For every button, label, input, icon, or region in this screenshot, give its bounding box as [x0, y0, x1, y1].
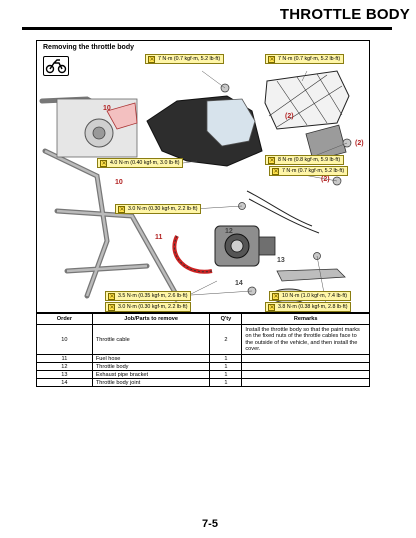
- page-number: 7-5: [202, 518, 218, 530]
- order-cell: 13: [37, 371, 93, 379]
- part-cell: Throttle body joint: [92, 379, 210, 387]
- column-header: Job/Parts to remove: [92, 314, 210, 325]
- qty-cell: 1: [210, 363, 242, 371]
- qty-cell: 1: [210, 371, 242, 379]
- order-cell: 14: [37, 379, 93, 387]
- table-row: [37, 371, 370, 379]
- table-row: [37, 379, 370, 387]
- qty-cell: 1: [210, 355, 242, 363]
- torque-wrench-icon: [148, 56, 155, 63]
- column-header: Remarks: [242, 314, 370, 325]
- remarks-cell: [242, 379, 370, 387]
- torque-wrench-icon: [268, 157, 275, 164]
- quantity-callout: (2): [285, 113, 294, 120]
- torque-label: ✕ 3.8 N·m (0.38 kgf·m, 2.8 lb·ft): [265, 302, 351, 312]
- torque-label: ✕ 3.5 N·m (0.35 kgf·m, 2.6 lb·ft): [105, 291, 191, 301]
- torque-wrench-icon: [268, 56, 275, 63]
- diagram-title: Removing the throttle body: [43, 44, 134, 51]
- torque-label: ✕ 8 N·m (0.8 kgf·m, 5.9 lb·ft): [265, 155, 344, 165]
- callout-number: 12: [225, 228, 233, 235]
- remarks-cell: [242, 355, 370, 363]
- torque-wrench-icon: [272, 168, 279, 175]
- torque-wrench-icon: [272, 293, 279, 300]
- torque-label: ✕ 10 N·m (1.0 kgf·m, 7.4 lb·ft): [269, 291, 351, 301]
- torque-wrench-icon: [108, 304, 115, 311]
- table-row: [37, 355, 370, 363]
- exploded-diagram: [36, 40, 370, 313]
- torque-label: ✕ 3.0 N·m (0.30 kgf·m, 2.2 lb·ft): [105, 302, 191, 312]
- part-cell: Fuel hose: [92, 355, 210, 363]
- torque-label: ✕ 3.0 N·m (0.30 kgf·m, 2.2 lb·ft): [115, 204, 201, 214]
- torque-wrench-icon: [268, 304, 275, 311]
- order-cell: 11: [37, 355, 93, 363]
- qty-cell: 2: [210, 325, 242, 355]
- header-rule: [22, 27, 392, 30]
- column-header: Order: [37, 314, 93, 325]
- order-cell: 10: [37, 325, 93, 355]
- torque-label: ✕ 4.0 N·m (0.40 kgf·m, 3.0 lb·ft): [97, 158, 183, 168]
- part-cell: Throttle body: [92, 363, 210, 371]
- torque-wrench-icon: [118, 206, 125, 213]
- column-header: Q'ty: [210, 314, 242, 325]
- torque-wrench-icon: [100, 160, 107, 167]
- torque-wrench-icon: [108, 293, 115, 300]
- page-title: THROTTLE BODY: [279, 6, 410, 23]
- table-row: [37, 363, 370, 371]
- remarks-cell: [242, 363, 370, 371]
- callout-number: 13: [277, 257, 285, 264]
- part-cell: Exhaust pipe bracket: [92, 371, 210, 379]
- remarks-cell: Install the throttle body so that the paint marks on the fixed nuts of the throttle cables face to the outside of the vehicle, and then install the cover.: [242, 325, 370, 355]
- callout-number: 14: [235, 280, 243, 287]
- quantity-callout: (2): [321, 176, 330, 183]
- callout-number: 10: [115, 179, 123, 186]
- torque-label: ✕ 7 N·m (0.7 kgf·m, 5.2 lb·ft): [265, 54, 344, 64]
- torque-label: ✕ 7 N·m (0.7 kgf·m, 5.2 lb·ft): [269, 166, 348, 176]
- part-cell: Throttle cable: [92, 325, 210, 355]
- callout-number: 10: [103, 105, 111, 112]
- table-header-row: [37, 314, 370, 325]
- motorcycle-icon: [43, 56, 69, 76]
- remarks-cell: [242, 371, 370, 379]
- callout-number: 11: [155, 234, 163, 241]
- table-row: [37, 325, 370, 355]
- quantity-callout: (2): [355, 140, 364, 147]
- qty-cell: 1: [210, 379, 242, 387]
- order-cell: 12: [37, 363, 93, 371]
- parts-table: [36, 313, 370, 387]
- torque-label: ✕ 7 N·m (0.7 kgf·m, 5.2 lb·ft): [145, 54, 224, 64]
